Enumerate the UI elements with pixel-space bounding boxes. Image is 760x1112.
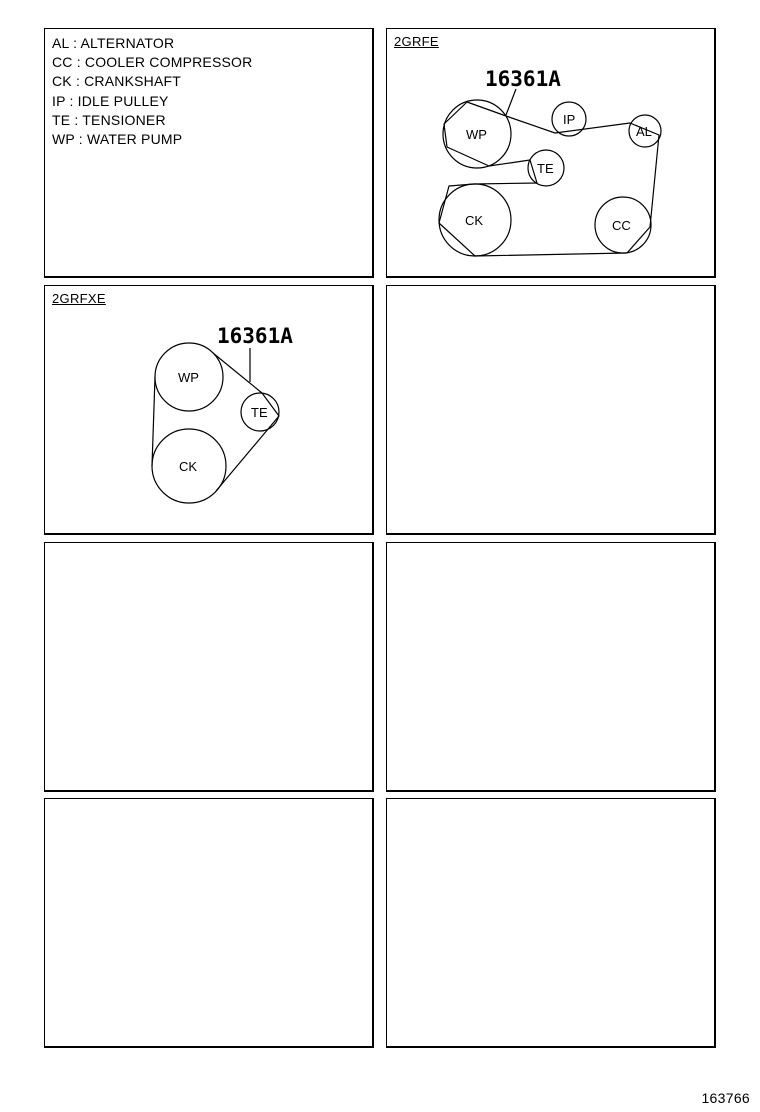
legend-panel [44,28,374,278]
belt-2grfxe [152,353,279,491]
diagram-panel-2grfxe [44,285,374,535]
pulley-label-cc: CC [612,218,631,233]
diagram-title-2grfe: 2GRFE [394,34,439,49]
legend-item-wp: WP : WATER PUMP [52,131,183,148]
empty-panel [386,798,716,1048]
legend-item-ck: CK : CRANKSHAFT [52,73,182,90]
diagram-panel-2grfe [386,28,716,278]
legend-list [52,34,252,149]
empty-panel [44,798,374,1048]
empty-panel [386,542,716,792]
illustration-code: 163766 [701,1090,750,1106]
pulley-label-te: TE [537,161,554,176]
belt-diagram-2grfe [387,29,715,277]
pulley-label-wp: WP [178,370,199,385]
part-number-2grfxe: 16361A [217,324,293,348]
legend-item-al: AL : ALTERNATOR [52,35,175,51]
callout-leader-2grfe [506,89,516,115]
empty-panel [386,285,716,535]
pulley-label-ck: CK [465,213,484,228]
pulley-label-ck: CK [179,459,198,474]
part-number-2grfe: 16361A [485,67,561,91]
pulley-label-al: AL [636,124,652,139]
empty-panel [44,542,374,792]
pulley-label-ip: IP [563,112,576,127]
legend-item-ip: IP : IDLE PULLEY [52,92,169,109]
legend-item-te: TE : TENSIONER [52,111,166,128]
legend-item-cc: CC : COOLER COMPRESSOR [52,54,253,71]
diagram-title-2grfxe: 2GRFXE [52,291,106,306]
pulley-label-wp: WP [466,127,487,142]
pulley-label-te: TE [251,405,268,420]
belt-diagram-2grfxe [45,286,373,534]
